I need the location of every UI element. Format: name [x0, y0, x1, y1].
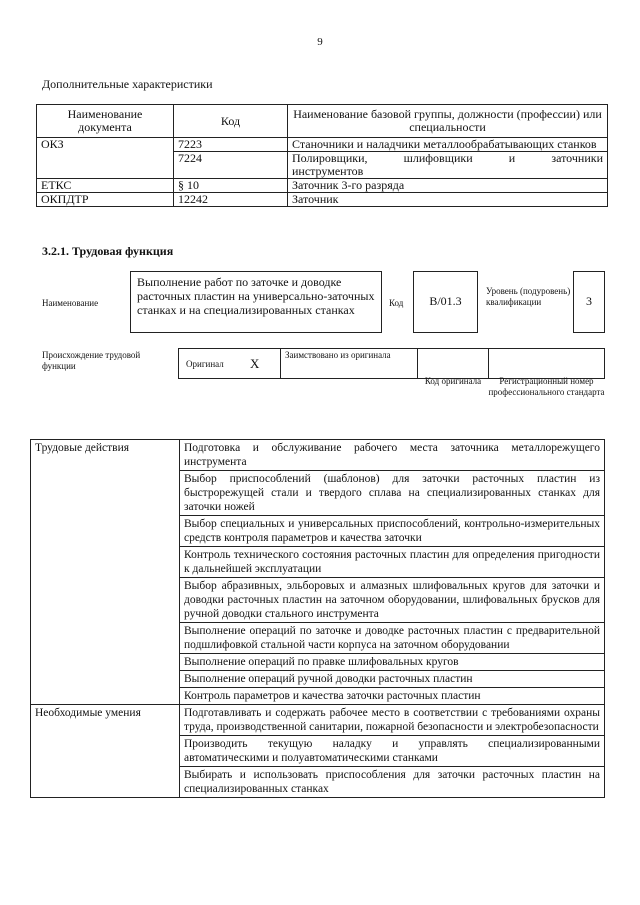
header-code: Код [174, 105, 288, 138]
table-row [31, 705, 605, 736]
action-item: Выполнение операций по правке шлифовальных кругов [180, 654, 605, 671]
cell-etks-code: § 10 [174, 179, 288, 193]
okz-name-2-line-1: Полировщики, шлифовщики и заточники [292, 151, 603, 165]
cell-okz-code-1: 7223 [174, 138, 288, 152]
action-item: Выбор специальных и универсальных приспособлений, контрольно-измерительных средств контроля параметров и качества заточки [180, 516, 605, 547]
cell-skills-label: Необходимые умения [31, 705, 180, 798]
action-item: Выполнение операций по заточке и доводке расточных пластин с предварительной подшлифовкой стальной части корпуса на заточном оборудовании [180, 623, 605, 654]
action-item: Выбор приспособлений (шаблонов) для заточки расточных пластин из быстрорежущей стали и твердого сплава на специализированных станках для заточки ножей [180, 471, 605, 516]
cell-etks-name: Заточник 3-го разряда [288, 179, 608, 193]
cell-okpdtr-code: 12242 [174, 193, 288, 207]
reg-number-label: Регистрационный номер профессионального стандарта [488, 376, 605, 397]
action-item: Контроль технического состояния расточных пластин для определения пригодности к дальнейшей эксплуатации [180, 547, 605, 578]
name-label: Наименование [42, 298, 99, 308]
additional-characteristics-table [36, 104, 608, 207]
action-item: Подготовка и обслуживание рабочего места заточника металлорежущего инструмента [180, 440, 605, 471]
cell-okz-name-2 [288, 152, 608, 179]
table-row [37, 138, 608, 152]
cell-etks: ЕТКС [37, 179, 174, 193]
page-number: 9 [317, 36, 323, 48]
borrowed-box [280, 348, 418, 379]
original-label: Оригинал [186, 359, 224, 369]
additional-characteristics-title: Дополнительные характеристики [42, 77, 213, 91]
header-doc: Наименование документа [37, 105, 174, 138]
cell-okpdtr: ОКПДТР [37, 193, 174, 207]
borrowed-label: Заимствовано из оригинала [285, 350, 391, 360]
cell-okz-name-1: Станочники и наладчики металлообрабатывающих станков [288, 138, 608, 152]
level-label: Уровень (подуровень) квалификации [486, 286, 571, 307]
cell-okz: ОКЗ [37, 138, 174, 179]
section-title: 3.2.1. Трудовая функция [42, 244, 174, 258]
skill-item: Производить текущую наладку и управлять специализированными автоматическими и полуавтоматическими станками [180, 736, 605, 767]
table-row [31, 440, 605, 471]
labor-function-details-table [30, 439, 605, 798]
function-code-box: В/01.3 [413, 271, 478, 333]
action-item: Контроль параметров и качества заточки расточных пластин [180, 688, 605, 705]
cell-okpdtr-name: Заточник [288, 193, 608, 207]
code-original-label: Код оригинала [424, 376, 482, 386]
table-header-row [37, 105, 608, 138]
skill-item: Выбирать и использовать приспособления для заточки расточных пластин на специализированных станках [180, 767, 605, 798]
function-name-box: Выполнение работ по заточке и доводке расточных пластин на универсально-заточных станках и на специализированных станках [130, 271, 382, 333]
original-box [178, 348, 281, 379]
level-value-box: 3 [573, 271, 605, 333]
reg-number-box [488, 348, 605, 379]
cell-actions-label: Трудовые действия [31, 440, 180, 705]
code-original-box [417, 348, 489, 379]
code-label: Код [389, 298, 404, 308]
action-item: Выбор абразивных, эльборовых и алмазных шлифовальных кругов для заточки и доводки расточных пластин на заточном оборудовании, шлифовальных брусков для ручной доводки стального инструмента [180, 578, 605, 623]
skill-item: Подготавливать и содержать рабочее место в соответствии с требованиями охраны труда, производственной санитарии, пожарной безопасности и электробезопасности [180, 705, 605, 736]
cell-okz-code-2: 7224 [174, 152, 288, 179]
table-row [37, 179, 608, 193]
header-name: Наименование базовой группы, должности (профессии) или специальности [288, 105, 608, 138]
original-mark: X [250, 356, 260, 371]
table-row [37, 193, 608, 207]
okz-name-2-line-2: инструментов [292, 164, 364, 178]
action-item: Выполнение операций ручной доводки расточных пластин [180, 671, 605, 688]
origin-label: Происхождение трудовой функции [42, 350, 141, 371]
